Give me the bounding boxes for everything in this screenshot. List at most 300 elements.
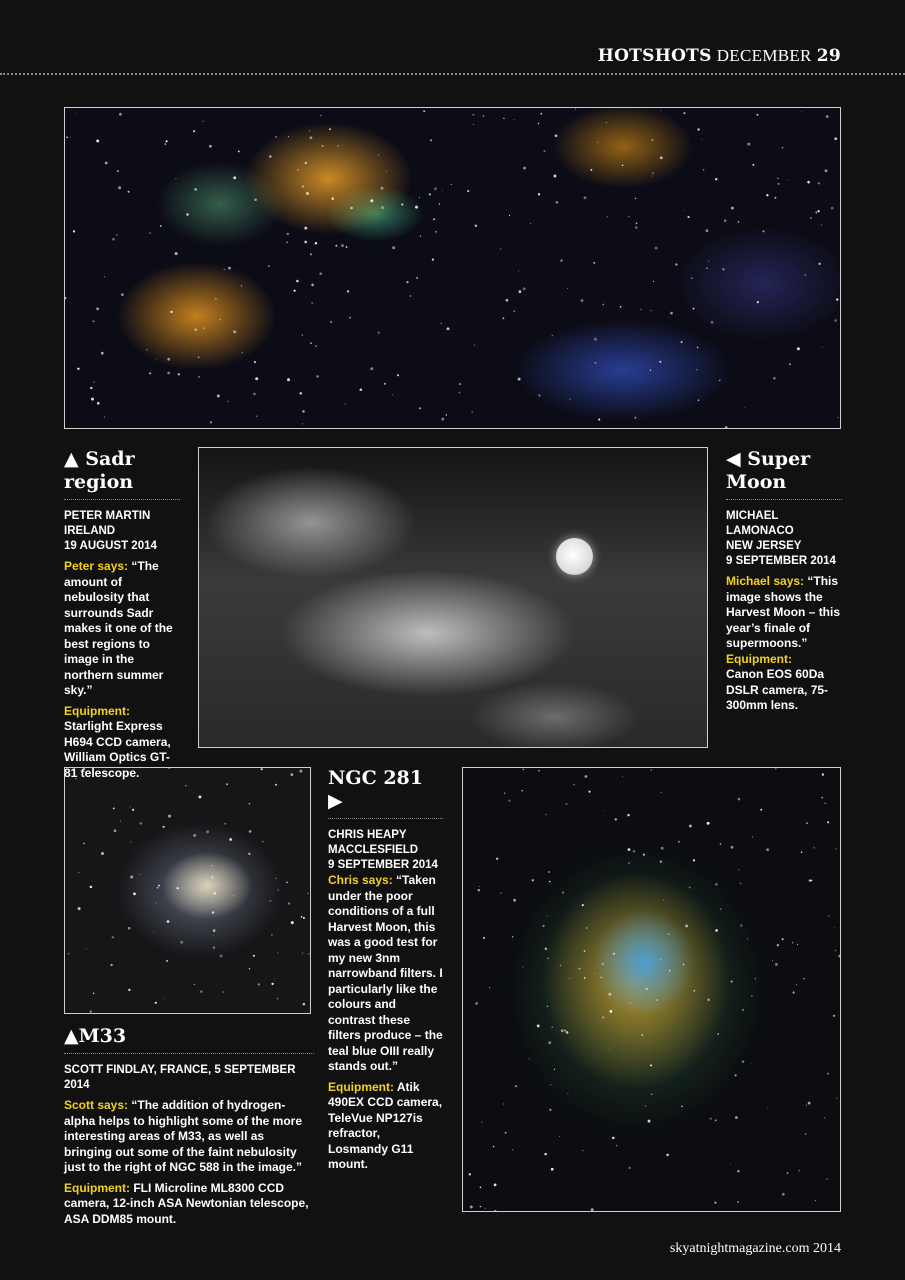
title-line-1: Super	[747, 448, 811, 470]
star	[640, 309, 641, 310]
star	[616, 1145, 618, 1147]
super-moon-photo	[198, 447, 708, 748]
star	[158, 885, 160, 887]
star	[483, 115, 485, 117]
star	[117, 170, 119, 172]
star	[801, 851, 803, 853]
ngc281-photo	[462, 767, 841, 1212]
star	[503, 118, 504, 119]
star	[652, 172, 654, 174]
star	[501, 829, 502, 830]
star	[104, 276, 105, 277]
star	[661, 110, 662, 111]
star	[113, 807, 115, 809]
star	[130, 806, 131, 807]
star	[233, 330, 236, 333]
star	[140, 874, 141, 875]
star	[626, 955, 627, 956]
star	[78, 907, 81, 910]
star	[130, 876, 133, 879]
star	[655, 247, 658, 250]
star	[697, 347, 699, 349]
star	[459, 392, 461, 394]
star	[128, 989, 130, 991]
star	[747, 143, 750, 146]
star	[584, 977, 586, 979]
star	[532, 879, 534, 881]
star	[725, 426, 728, 429]
star	[177, 887, 179, 889]
equipment-label: Equipment:	[64, 703, 130, 718]
star	[698, 399, 700, 401]
star	[485, 1208, 486, 1209]
equipment-text: FLI Microline ML8300 CCD camera, 12-inch ASA Newtonian telescope, ASA DDM85 mount.	[64, 1180, 309, 1226]
star	[547, 916, 548, 917]
star	[301, 916, 303, 918]
star	[789, 363, 791, 365]
star	[600, 976, 602, 978]
star	[521, 790, 523, 792]
star	[523, 167, 526, 170]
star	[316, 375, 318, 377]
star	[540, 113, 542, 115]
star	[609, 1049, 610, 1050]
star	[503, 317, 505, 319]
star	[222, 991, 224, 993]
star	[756, 114, 758, 116]
star	[315, 242, 317, 244]
star	[415, 206, 418, 209]
star	[321, 145, 323, 147]
star	[552, 1027, 553, 1028]
equipment-text: Starlight Express H694 CCD camera, William Optics GT-81 telescope.	[64, 719, 171, 780]
star	[302, 953, 303, 954]
star	[801, 111, 802, 112]
equipment-label: Equipment:	[64, 1180, 130, 1195]
star	[547, 957, 549, 959]
star	[79, 872, 80, 873]
star	[256, 415, 258, 417]
star	[474, 345, 475, 346]
star	[90, 886, 93, 889]
divider	[64, 499, 180, 500]
star	[513, 310, 515, 312]
star	[569, 978, 570, 979]
star	[212, 900, 213, 901]
star	[701, 139, 702, 140]
star	[751, 1063, 752, 1064]
caption-title	[328, 767, 443, 813]
star	[815, 1200, 816, 1201]
star	[593, 262, 595, 264]
star	[397, 374, 399, 376]
star	[738, 869, 739, 870]
star	[249, 830, 252, 833]
star	[194, 328, 197, 331]
star	[248, 853, 250, 855]
star	[722, 268, 724, 270]
star	[423, 110, 425, 112]
star	[821, 797, 823, 799]
star	[269, 155, 272, 158]
star	[349, 317, 351, 319]
star	[805, 274, 806, 275]
star	[584, 196, 587, 199]
location: MACCLESFIELD	[328, 844, 419, 856]
star	[93, 382, 94, 383]
star	[607, 959, 608, 960]
star	[813, 847, 815, 849]
star	[233, 176, 236, 179]
star	[707, 998, 710, 1001]
star	[554, 1069, 555, 1070]
star	[835, 848, 836, 849]
star	[440, 322, 442, 324]
star	[90, 1010, 92, 1012]
star	[347, 290, 349, 292]
star	[566, 1031, 569, 1034]
star	[346, 246, 348, 248]
location: IRELAND	[64, 525, 116, 537]
star	[818, 210, 820, 212]
star	[305, 162, 307, 164]
star	[744, 407, 745, 408]
star	[481, 1122, 482, 1123]
star	[602, 1016, 604, 1018]
star	[309, 136, 312, 139]
star	[386, 171, 387, 172]
star	[663, 899, 664, 900]
star	[200, 991, 202, 993]
star	[612, 1137, 615, 1140]
star	[834, 927, 835, 928]
star	[773, 377, 775, 379]
star	[512, 936, 514, 938]
star	[178, 373, 180, 375]
star	[504, 792, 506, 794]
star	[648, 1120, 651, 1123]
star	[451, 184, 452, 185]
star	[359, 388, 362, 391]
star	[818, 263, 820, 265]
star	[810, 217, 811, 218]
star	[419, 407, 421, 409]
star	[715, 883, 718, 886]
star	[546, 814, 547, 815]
location: NEW JERSEY	[726, 540, 802, 552]
header-rule	[0, 73, 905, 75]
star	[229, 838, 232, 841]
star	[775, 768, 776, 769]
star	[186, 213, 189, 216]
star	[518, 378, 521, 381]
star	[555, 134, 558, 137]
star	[345, 403, 346, 404]
star	[294, 290, 296, 292]
star	[513, 899, 516, 902]
star	[777, 944, 779, 946]
star	[432, 259, 434, 261]
star	[565, 803, 567, 805]
star	[561, 1029, 564, 1032]
star	[101, 852, 104, 855]
star	[253, 393, 256, 396]
star	[553, 175, 556, 178]
title-text: NGC 281	[328, 767, 423, 789]
caption-super-moon	[726, 448, 842, 714]
star	[269, 900, 271, 902]
star	[594, 973, 595, 974]
star	[835, 950, 837, 952]
star	[275, 978, 276, 979]
star	[478, 889, 480, 891]
caption-title	[64, 448, 180, 494]
star	[194, 188, 197, 191]
star	[194, 984, 195, 985]
star	[651, 175, 652, 176]
star	[584, 775, 587, 778]
star	[821, 224, 822, 225]
star	[296, 280, 299, 283]
title-line-2: Moon	[726, 471, 787, 493]
star	[167, 372, 170, 375]
star	[681, 341, 683, 343]
star	[146, 895, 147, 896]
star	[238, 150, 240, 152]
author: PETER MARTIN	[64, 510, 151, 522]
star	[119, 113, 122, 116]
star	[670, 312, 673, 315]
star	[105, 162, 108, 165]
star	[717, 1033, 719, 1035]
star	[93, 321, 95, 323]
star	[542, 925, 544, 927]
star	[836, 298, 838, 300]
sadr-region-photo	[64, 107, 841, 429]
star	[809, 879, 811, 881]
star	[598, 419, 600, 421]
page-header	[598, 46, 841, 66]
website: skyatnightmagazine.com	[669, 1241, 810, 1256]
star	[93, 993, 95, 995]
star	[636, 223, 638, 225]
star	[227, 401, 228, 402]
star	[512, 1149, 514, 1151]
equipment-label: Equipment:	[726, 651, 792, 666]
star	[660, 861, 662, 863]
star	[73, 230, 75, 232]
star	[603, 810, 604, 811]
star	[420, 236, 421, 237]
star	[112, 936, 114, 938]
star	[689, 825, 692, 828]
star	[287, 378, 290, 381]
star	[170, 311, 172, 313]
star	[544, 1153, 546, 1155]
star	[193, 130, 195, 132]
star	[337, 145, 338, 146]
says-label: Chris says:	[328, 873, 393, 887]
equipment	[726, 652, 842, 714]
star	[168, 815, 171, 818]
star	[731, 207, 734, 210]
star	[742, 1009, 744, 1011]
star	[211, 876, 213, 878]
says-label: Michael says:	[726, 574, 805, 588]
star	[661, 959, 662, 960]
star	[714, 1202, 716, 1204]
star	[627, 814, 630, 817]
star	[118, 186, 121, 189]
star	[766, 194, 768, 196]
star	[740, 883, 742, 885]
star	[687, 216, 689, 218]
star	[831, 207, 834, 210]
star	[629, 1167, 631, 1169]
m33-photo	[64, 767, 311, 1014]
up-arrow-icon: ▲	[64, 448, 79, 470]
star	[155, 902, 156, 903]
star	[792, 942, 793, 943]
star	[720, 843, 722, 845]
star	[163, 826, 165, 828]
star	[567, 288, 568, 289]
star	[302, 423, 303, 424]
star	[807, 181, 810, 184]
star	[537, 1024, 540, 1027]
left-arrow-icon: ◀	[726, 448, 741, 470]
star	[494, 1210, 497, 1212]
star	[549, 881, 551, 883]
star	[157, 887, 159, 889]
star	[706, 229, 709, 232]
star	[121, 293, 124, 296]
star	[96, 307, 99, 310]
star	[472, 114, 474, 116]
star	[302, 410, 305, 413]
equipment-label: Equipment:	[328, 1079, 394, 1094]
caption-ngc281	[328, 767, 443, 1173]
star	[222, 870, 223, 871]
star	[731, 981, 733, 983]
star	[622, 776, 623, 777]
star	[241, 285, 242, 286]
star	[775, 963, 778, 966]
star	[175, 178, 176, 179]
star	[228, 267, 231, 270]
star	[595, 362, 597, 364]
star	[635, 198, 636, 199]
star	[796, 984, 797, 985]
star	[696, 369, 697, 370]
star	[213, 936, 214, 937]
star	[607, 216, 608, 217]
star	[691, 277, 692, 278]
star	[262, 841, 263, 842]
star	[242, 352, 243, 353]
star	[175, 252, 178, 255]
star	[635, 226, 638, 229]
star	[310, 253, 312, 255]
star	[330, 321, 332, 323]
star	[446, 414, 447, 415]
star	[226, 783, 228, 785]
says-label: Scott says:	[64, 1098, 129, 1112]
star	[824, 803, 825, 804]
star	[547, 1006, 549, 1008]
star	[651, 1093, 653, 1095]
star	[210, 421, 212, 423]
star	[288, 136, 289, 137]
star	[522, 769, 524, 771]
star	[90, 387, 92, 389]
star	[133, 893, 136, 896]
star	[661, 792, 662, 793]
star-field	[65, 108, 841, 429]
star	[806, 822, 808, 824]
star	[641, 1034, 643, 1036]
star	[782, 147, 784, 149]
star	[724, 220, 726, 222]
star	[435, 231, 437, 233]
star	[559, 1136, 560, 1137]
star	[300, 392, 302, 394]
star	[291, 773, 294, 776]
divider	[726, 499, 842, 500]
moon-disc	[556, 538, 593, 575]
star	[104, 416, 105, 417]
star	[675, 263, 677, 265]
star	[341, 244, 344, 247]
up-arrow-icon: ▲	[64, 1025, 79, 1047]
star	[720, 908, 722, 910]
star	[797, 347, 800, 350]
star	[254, 198, 257, 201]
star	[66, 136, 68, 138]
star	[826, 1178, 827, 1179]
star	[287, 233, 289, 235]
star	[824, 1117, 826, 1119]
star	[669, 970, 670, 971]
star	[114, 829, 117, 832]
star	[86, 948, 87, 949]
star	[304, 241, 307, 244]
star	[683, 964, 685, 966]
star	[633, 850, 636, 853]
star	[149, 372, 151, 374]
star	[308, 953, 309, 954]
star	[834, 137, 837, 140]
star	[646, 988, 648, 990]
star	[299, 770, 302, 773]
star	[628, 848, 631, 851]
star	[233, 895, 234, 896]
star	[797, 944, 798, 945]
star	[467, 190, 469, 192]
star	[261, 768, 263, 770]
star	[209, 145, 212, 148]
star	[738, 221, 740, 223]
star	[628, 862, 630, 864]
right-arrow-icon: ▶	[328, 790, 343, 812]
star	[523, 287, 526, 290]
star	[652, 139, 654, 141]
star	[710, 1118, 712, 1120]
star	[548, 871, 550, 873]
star	[834, 319, 836, 321]
star	[220, 954, 223, 957]
page-footer	[670, 1241, 841, 1257]
